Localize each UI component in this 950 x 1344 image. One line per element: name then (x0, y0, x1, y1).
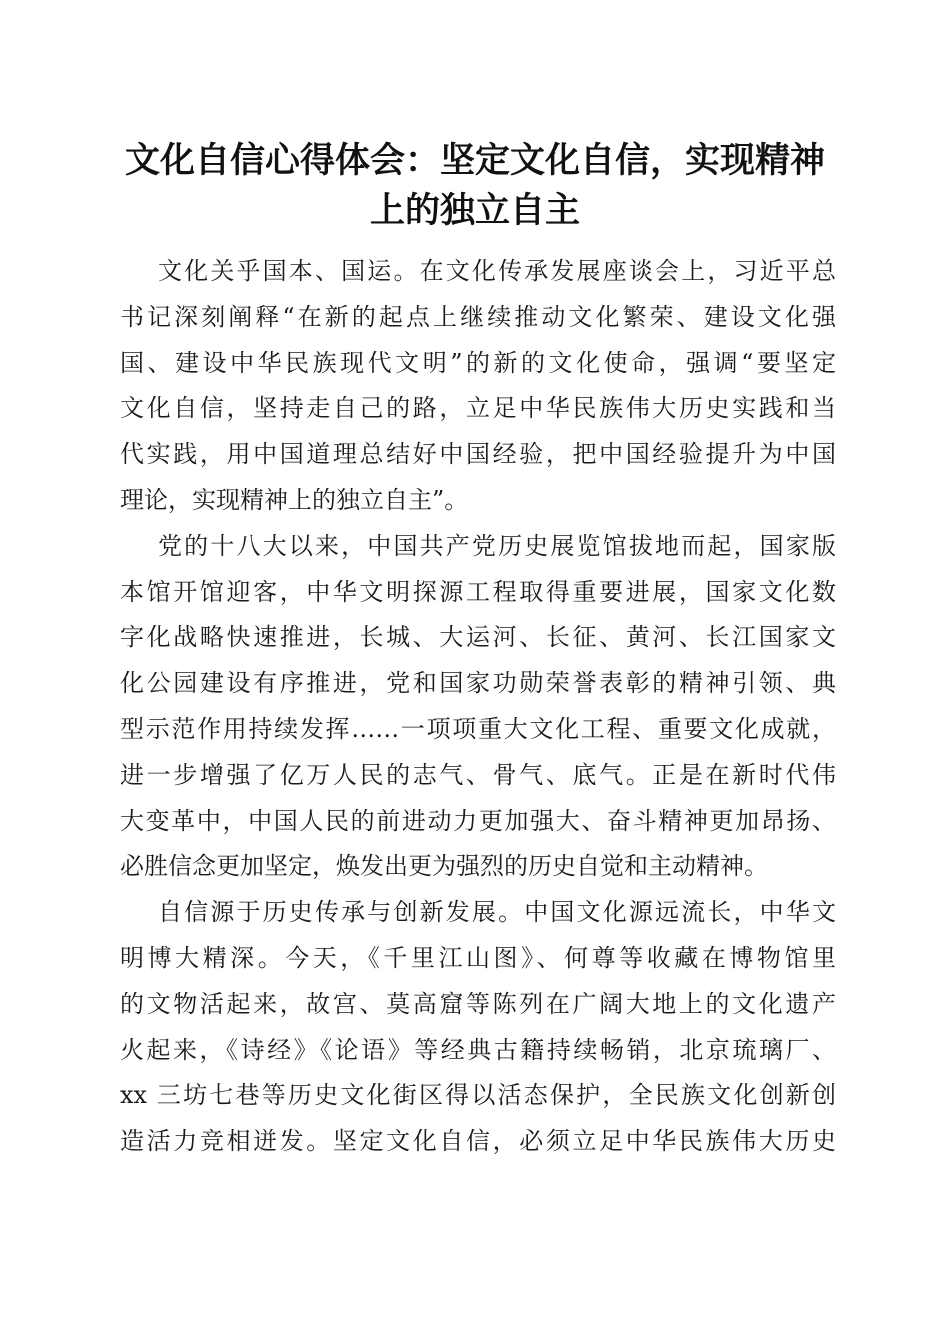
paragraph-line: 理论，实现精神上的独立自主”。 (120, 485, 469, 514)
paragraph-line: 必胜信念更加坚定，焕发出更为强烈的历史自觉和主动精神。 (120, 852, 768, 881)
title-line: 文化自信心得体会：坚定文化自信，实现精神 (124, 140, 825, 181)
paragraph-line: 本馆开馆迎客，中华文明探源工程取得重要进展，国家文化数 (120, 577, 836, 606)
paragraph-line: 国、建设中华民族现代文明”的新的文化使命，强调“要坚定 (120, 348, 836, 377)
paragraph-line: 化公园建设有序推进，党和国家功勋荣誉表彰的精神引领、典 (120, 669, 836, 698)
paragraph-line: 党的十八大以来，中国共产党历史展览馆拔地而起，国家版 (158, 531, 836, 560)
paragraph-line: 字化战略快速推进，长城、大运河、长征、黄河、长江国家文 (120, 623, 836, 652)
paragraph-line: 自信源于历史传承与创新发展。中国文化源远流长，中华文 (158, 898, 836, 927)
paragraph-line: 代实践，用中国道理总结好中国经验，把中国经验提升为中国 (120, 440, 836, 469)
paragraph-3 (120, 890, 836, 1165)
paragraph-1 (120, 249, 836, 524)
paragraph-line: 大变革中，中国人民的前进动力更加强大、奋斗精神更加昂扬、 (120, 806, 836, 835)
paragraph-line: xx 三坊七巷等历史文化街区得以活态保护，全民族文化创新创 (120, 1081, 836, 1110)
paragraph-line: 火起来，《诗经》《论语》等经典古籍持续畅销，北京琉璃厂、 (120, 1035, 836, 1064)
paragraph-line: 进一步增强了亿万人民的志气、骨气、底气。正是在新时代伟 (120, 760, 836, 789)
document-body (120, 249, 836, 1165)
paragraph-line: 文化自信，坚持走自己的路，立足中华民族伟大历史实践和当 (120, 394, 836, 423)
paragraph-line: 造活力竞相迸发。坚定文化自信，必须立足中华民族伟大历史 (120, 1127, 836, 1156)
paragraph-line: 文化关乎国本、国运。在文化传承发展座谈会上，习近平总 (158, 257, 836, 285)
paragraph-line: 的文物活起来，故宫、莫高窟等陈列在广阔大地上的文化遗产 (120, 989, 836, 1018)
paragraph-line: 书记深刻阐释“在新的起点上继续推动文化繁荣、建设文化强 (120, 302, 836, 331)
paragraph-line: 型示范作用持续发挥……一项项重大文化工程、重要文化成就， (120, 714, 836, 743)
paragraph-line: 明博大精深。今天，《千里江山图》、何尊等收藏在博物馆里 (120, 943, 836, 972)
document-title (110, 136, 840, 236)
title-line: 上的独立自主 (369, 190, 580, 231)
paragraph-2 (120, 524, 836, 890)
